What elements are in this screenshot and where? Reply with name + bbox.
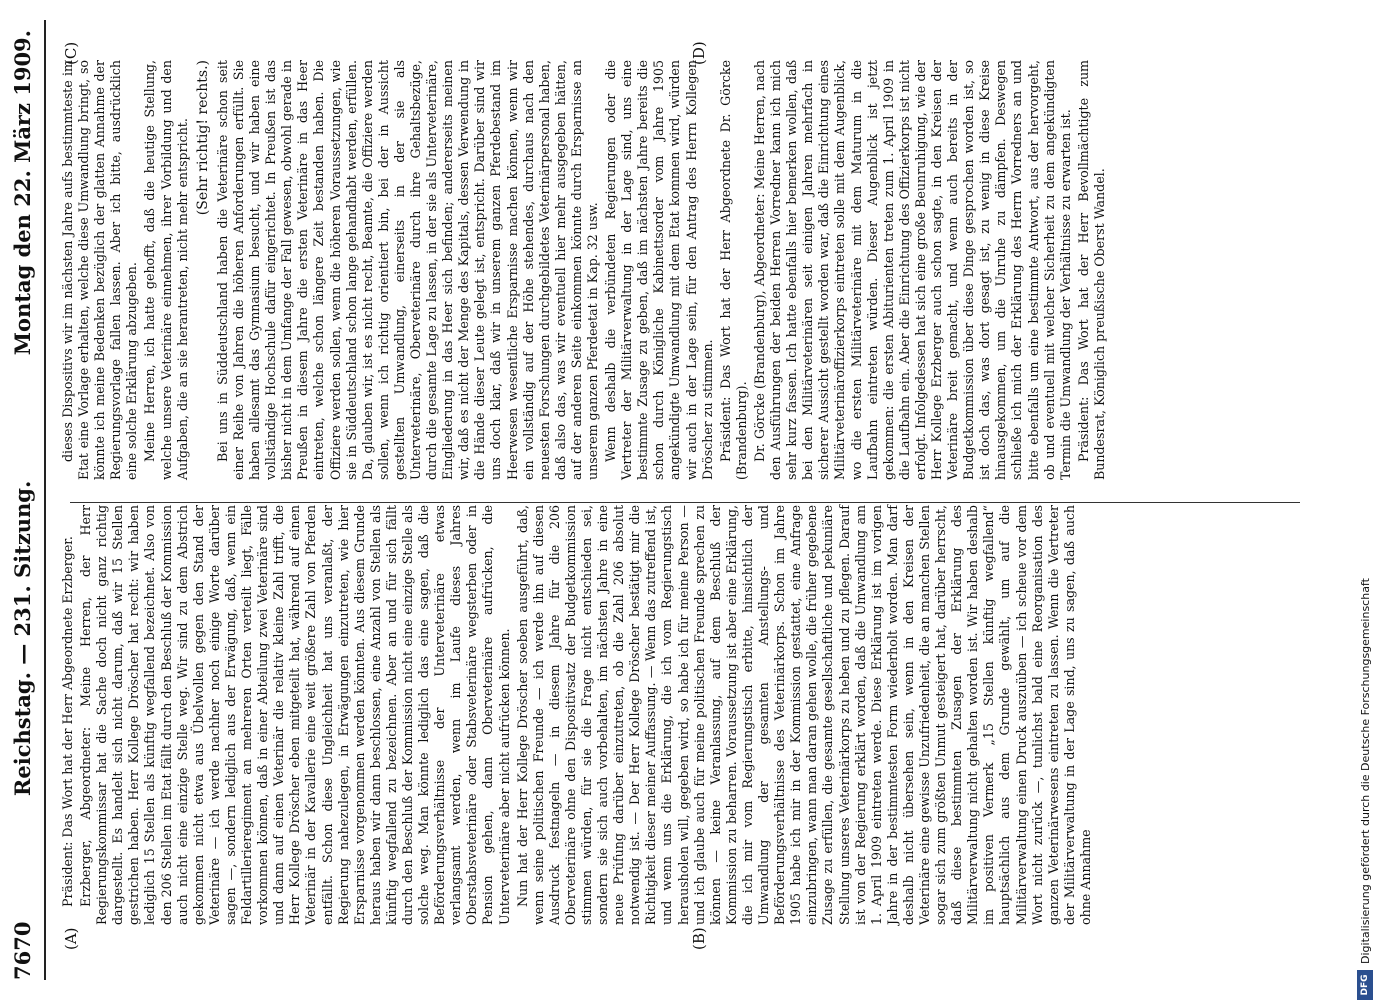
paragraph: Präsident: Das Wort hat der Herr Abgeordnete Dr. Görcke (Brandenburg). [717, 60, 749, 480]
page-number: 7670 [9, 921, 35, 980]
paragraph: Dr. Görcke (Brandenburg), Abgeordneter: Meine Herren, nach den Ausführungen der beiden Herren Vorredner kann ich mich sehr kurz fassen. Ich hatte ebenfalls hier bemerken wollen, daß bei den Militärveterinären seit einigen Jahren mehrfach in sicherer Aussicht gestellt worden war, daß die Einrichtung eines Militärveterinäroffizierkorps eintreten solle mit dem Augenblick, wo die ersten Militärveterinäre mit dem Maturum in die Laufbahn eintreten würden. Dieser Augenblick ist jetzt gekommen: die ersten Abiturienten treten zum 1. April 1909 in die Laufbahn ein. Aber die Einrichtung des Offizierkorps ist nicht erfolgt. Infolgedessen hat sich eine große Beunruhigung, wie der Herr Kollege Erzberger auch schon sagte, in den Kreisen der Veterinäre breit gemacht, und wenn auch bereits in der Budgetkommission über diese Dinge gesprochen worden ist, so ist doch das, was dort gesagt ist, zu wenig in diese Kreise hinausgekommen, um die Unruhe zu dämpfen. Deswegen schließe ich mich der Erklärung des Herrn Vorredners an und bitte ebenfalls um eine bestimmte Antwort, aus der hervorgeht, ob und eventuell mit welcher Sicherheit zu dem angekündigten Termin die Umwandlung der Verhältnisse zu erwarten ist. [751, 60, 1073, 480]
margin-mark-c: (C) [62, 41, 80, 65]
page-date: Montag den 22. März 1909. [9, 30, 35, 356]
paragraph: Erzberger, Abgeordneter: Meine Herren, der Herr Regierungskommissar hat die Sache doch nicht ganz richtig dargestellt. Es handelt sich nicht darum, daß wir 15 Stellen gestrichen haben. Herr Kollege Dröscher hat recht: wir haben lediglich 15 Stellen als künftig wegfallend bezeichnet. Also von den 206 Stellen im Etat fällt durch den Beschluß der Kommission auch nicht eine einzige Stelle weg. Wir sind zu dem Abstrich gekommen nicht etwa aus Übelwollen gegen den Stand der Veterinäre — ich werde nachher noch einige Worte darüber sagen —, sondern lediglich aus der Erwägung, daß, wenn ein Feldartillerieregiment an mehreren Orten verteilt liegt, Fälle vorkommen können, daß in einer Abteilung zwei Veterinäre sind und dann auf einen Veterinär die relativ kleine Zahl trifft, die Herr Kollege Dröscher eben mitgeteilt hat, während auf einen Veterinär in der Kavallerie eine weit größere Zahl von Pferden entfällt. Schon diese Ungleichheit hat uns veranlaßt, der Regierung nahezulegen, in Erwägungen einzutreten, wie hier Ersparnisse vorgenommen werden könnten. Aus diesem Grunde heraus haben wir dann beschlossen, eine Anzahl von Stellen als künftig wegfallend zu bezeichnen. Aber an und für sich fällt durch den Beschluß der Kommission nicht eine einzige Stelle als solche weg. Man könnte lediglich das eine sagen, daß die Beförderungsverhältnisse der Unterveterinäre etwas verlangsamt werden, wenn im Laufe dieses Jahres Oberstabsveterinäre oder Stabsveterinäre wegsterben oder in Pension gehen, dann Oberveterinäre aufrücken, die Unterveterinäre aber nicht aufrücken können. [78, 505, 512, 925]
dfg-logo: DFG [1357, 970, 1373, 1000]
paragraph: Nun hat der Herr Kollege Dröscher soeben ausgeführt, daß, wenn seine politischen Freunde — ich werde ihn auf diesen Ausdruck festnageln — in diesem Jahre für die 206 Oberveterinäre ohne den Dispositivsatz der Budgetkommission stimmen würden, für sie die Frage nicht entschieden sei, sondern sie sich auch vorbehalten, im nächsten Jahre in eine neue Prüfung darüber einzutreten, ob die Zahl 206 absolut notwendig ist. — Der Herr Kollege Dröscher bestätigt mir die Richtigkeit dieser meiner Auffassung. — Wenn das zutreffend ist, und wenn uns die Erklärung, die ich vom Regierungstisch herausholen will, gegeben wird, so habe ich für meine Person — und ich glaube auch für meine politischen Freunde sprechen zu können — keine Veranlassung, auf dem Beschluß der Kommission zu beharren. Voraussetzung ist aber eine Erklärung, die ich mir vom Regierungstisch erbitte, hinsichtlich der Umwandlung der gesamten Anstellungs- und Beförderungsverhältnisse des Veterinärkorps. Schon im Jahre 1905 habe ich mir in der Kommission gestattet, eine Anfrage einzubringen, wann man daran gehen wolle, die früher gegebene Zusage zu erfüllen, die gesamte gesellschaftliche und pekuniäre Stellung unseres Veterinärkorps zu heben und zu pflegen. Darauf ist von der Regierung erklärt worden, daß die Umwandlung am 1. April 1909 eintreten werde. Diese Erklärung ist im vorigen Jahre in der bestimmtesten Form wiederholt worden. Man darf deshalb nicht übersehen sein, wenn in den Kreisen der Veterinäre eine gewisse Unzufriedenheit, die an manchen Stellen sogar sich zum größten Unmut gesteigert hat, darüber herrscht, daß diese bestimmten Zusagen der Erklärung des Militärverwaltung nicht gehalten worden ist. Wir haben deshalb im positiven Vermerk „15 Stellen künftig wegfallend“ hauptsächlich aus dem Grunde gewählt, um auf die Militärverwaltung einen Druck auszuüben — ich scheue vor dem Wort nicht zurück —, tunlichst bald eine Reorganisation des ganzen Veterinärwesens eintreten zu lassen. Wenn die Vertreter der Militärverwaltung in der Lage sind, uns zu sagen, daß auch ohne Annahme [514, 505, 1093, 925]
margin-mark-d: (D) [690, 41, 708, 65]
paragraph: Präsident: Das Wort hat der Herr Bevollmächtigte zum Bundesrat, Königlich preußische Oberst Wandel. [1075, 60, 1107, 480]
page-title: Reichstag. — 231. Sitzung. [9, 480, 35, 797]
right-column [60, 60, 1110, 480]
interjection: (Sehr richtig! rechts.) [194, 60, 211, 216]
funding-note: Digitalisierung gefördert durch die Deutsche Forschungsgemeinschaft [1358, 578, 1372, 964]
left-column [60, 505, 1096, 925]
paragraph: Präsident: Das Wort hat der Herr Abgeordnete Erzberger. [60, 536, 75, 907]
margin-mark-a: (A) [62, 927, 80, 950]
page-header [2, 30, 42, 980]
column-divider [70, 502, 1300, 503]
paragraph: Bei uns in Süddeutschland haben die Veterinäre schon seit einer Reihe von Jahren die höheren Anforderungen erfüllt. Sie haben allesamt das Gymnasium besucht, und wir haben eine vollständige Hochschule dafür eingerichtet. In Preußen ist das bisher nicht in dem Umfange der Fall gewesen, obwohl gerade in Preußen in diesem Jahre die ersten Veterinäre in das Heer eintreten, welche schon längere Zeit bestanden haben. Die Offiziere werden sollen, wenn die höheren Voraussetzungen, wie sie in Süddeutschland schon lange gehandhabt werden, erfüllen. Da, glauben wir, ist es nicht recht, Beamte, die Offiziere werden sollen, wenn ich richtig orientiert bin, bei der in Aussicht gestellten Umwandlung, einerseits in der sie als Unterveterinäre, Oberveterinäre durch ihre Gehaltsbezüge, durch die gesamte Lage zu lassen, in der sie als Unterveterinäre, Eingliederung in das Heer sich befinden; andererseits meinen wir, daß es nicht der Menge des Kapitals, dessen Verwendung in die Hände dieser Leute gelegt ist, entspricht. Darüber sind wir uns doch klar, daß wir in unserem ganzen Pferdebestand im Heerwesen wesentliche Ersparnisse machen können, wenn wir ein vollständig auf der Höhe stehendes, durchaus nach den neuesten Forschungen durchgebildetes Veterinärpersonal haben, daß also das, was wir eventuell hier mehr ausgegeben hätten, auf der anderen Seite einkommen könnte durch Ersparnisse an unserem ganzen Pferdeetat in Kap. 32 usw. [214, 60, 600, 480]
header-rule [44, 20, 46, 980]
margin-mark-b: (B) [690, 927, 708, 950]
paragraph: dieses Dispositivs wir im nächsten Jahre aufs bestimmteste im Etat eine Vorlage erhalten, welche diese Umwandlung bringt, so könnte ich meine Bedenken bezüglich der glatten Annahme der Regierungsvorlage fallen lassen. Aber ich bitte, ausdrücklich eine solche Erklärung abzugeben. [60, 60, 140, 480]
funding-footer [1350, 0, 1380, 1000]
paragraph: Wenn deshalb die verbündeten Regierungen oder die Vertreter der Militärverwaltung in der Lage sind, uns eine bestimmte Zusage zu geben, daß im nächsten Jahre bereits die schon durch Königliche Kabinettsorder vom Jahre 1905 angekündigte Umwandlung mit dem Etat kommen wird, würden wir auch in der Lage sein, für den Antrag des Herrn Kollegen Dröscher zu stimmen. [603, 60, 715, 480]
paragraph: Meine Herren, ich hatte gehofft, daß die heutige Stellung, welche unsere Veterinäre einnehmen, ihrer Vorbildung und den Aufgaben, die an sie herantreten, nicht mehr entspricht. [142, 60, 190, 480]
